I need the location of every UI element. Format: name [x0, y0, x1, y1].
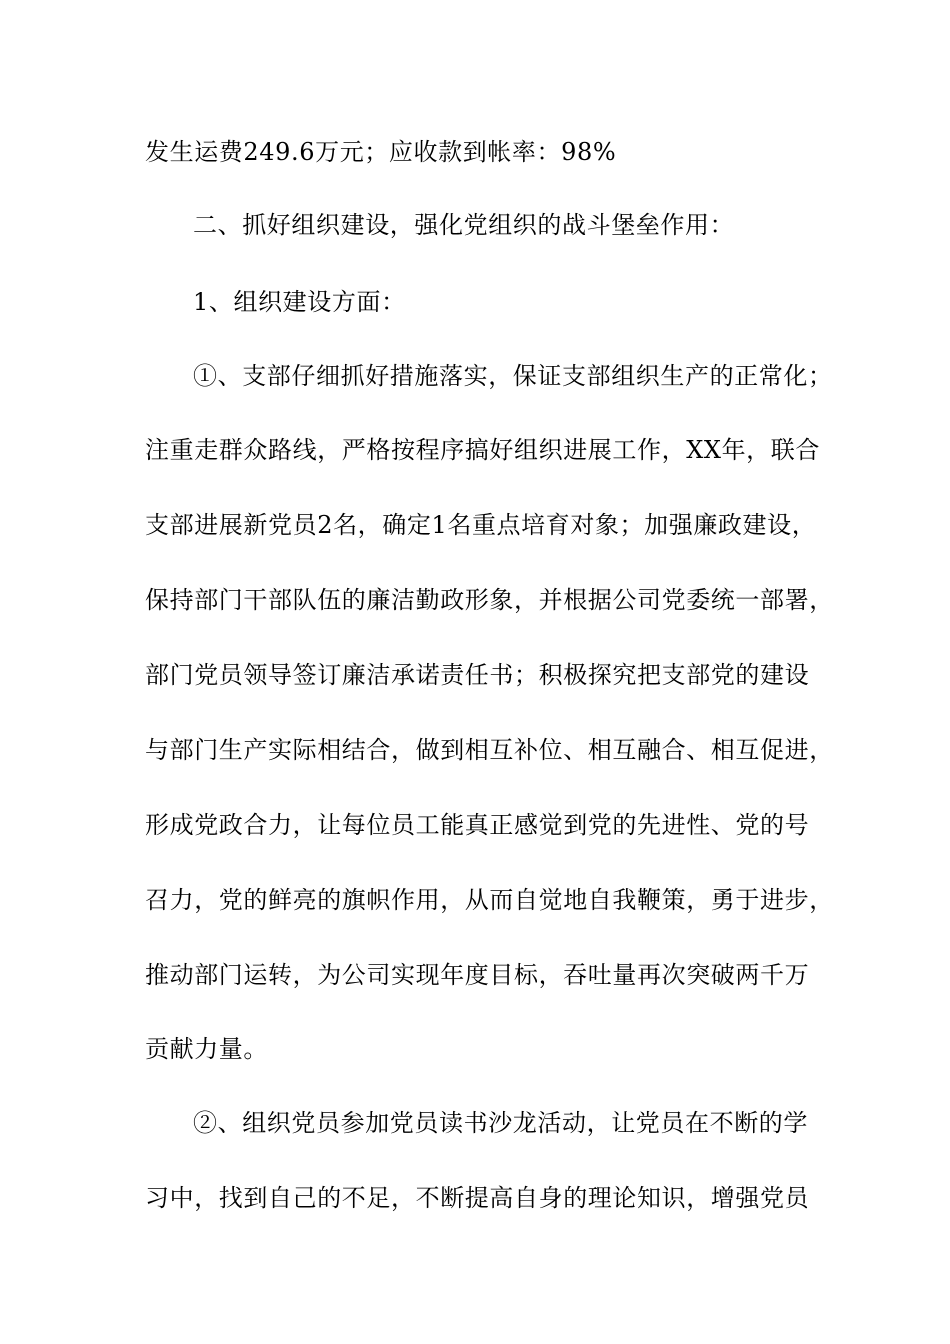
text-line-1: 发生运费249.6万元；应收款到帐率：98% [145, 138, 617, 166]
paragraph-1-line-9: 推动部门运转，为公司实现年度目标，吞吐量再次突破两千万 [145, 961, 810, 989]
paragraph-1-line-2: 注重走群众路线，严格按程序搞好组织进展工作，XX年，联合 [145, 436, 820, 464]
paragraph-1-line-8: 召力，党的鲜亮的旗帜作用，从而自觉地自我鞭策，勇于进步， [145, 886, 834, 914]
paragraph-1-line-5: 部门党员领导签订廉洁承诺责任书；积极探究把支部党的建设 [145, 661, 810, 689]
section-heading-2: 二、抓好组织建设，强化党组织的战斗堡垒作用： [193, 211, 735, 239]
paragraph-1-line-6: 与部门生产实际相结合，做到相互补位、相互融合、相互促进， [145, 736, 834, 764]
paragraph-1-line-7: 形成党政合力，让每位员工能真正感觉到党的先进性、党的号 [145, 811, 810, 839]
paragraph-1-line-3: 支部进展新党员2名，确定1名重点培育对象；加强廉政建设， [145, 511, 817, 539]
paragraph-2-line-2: 习中，找到自己的不足，不断提高自身的理论知识，增强党员 [145, 1184, 810, 1212]
subsection-heading-1: 1、组织建设方面： [193, 288, 406, 316]
paragraph-2-line-1: ②、组织党员参加党员读书沙龙活动，让党员在不断的学 [193, 1109, 808, 1137]
paragraph-1-line-1: ①、支部仔细抓好措施落实，保证支部组织生产的正常化； [193, 362, 833, 390]
paragraph-1-line-10: 贡献力量。 [145, 1035, 268, 1063]
paragraph-1-line-4: 保持部门干部队伍的廉洁勤政形象，并根据公司党委统一部署， [145, 586, 834, 614]
